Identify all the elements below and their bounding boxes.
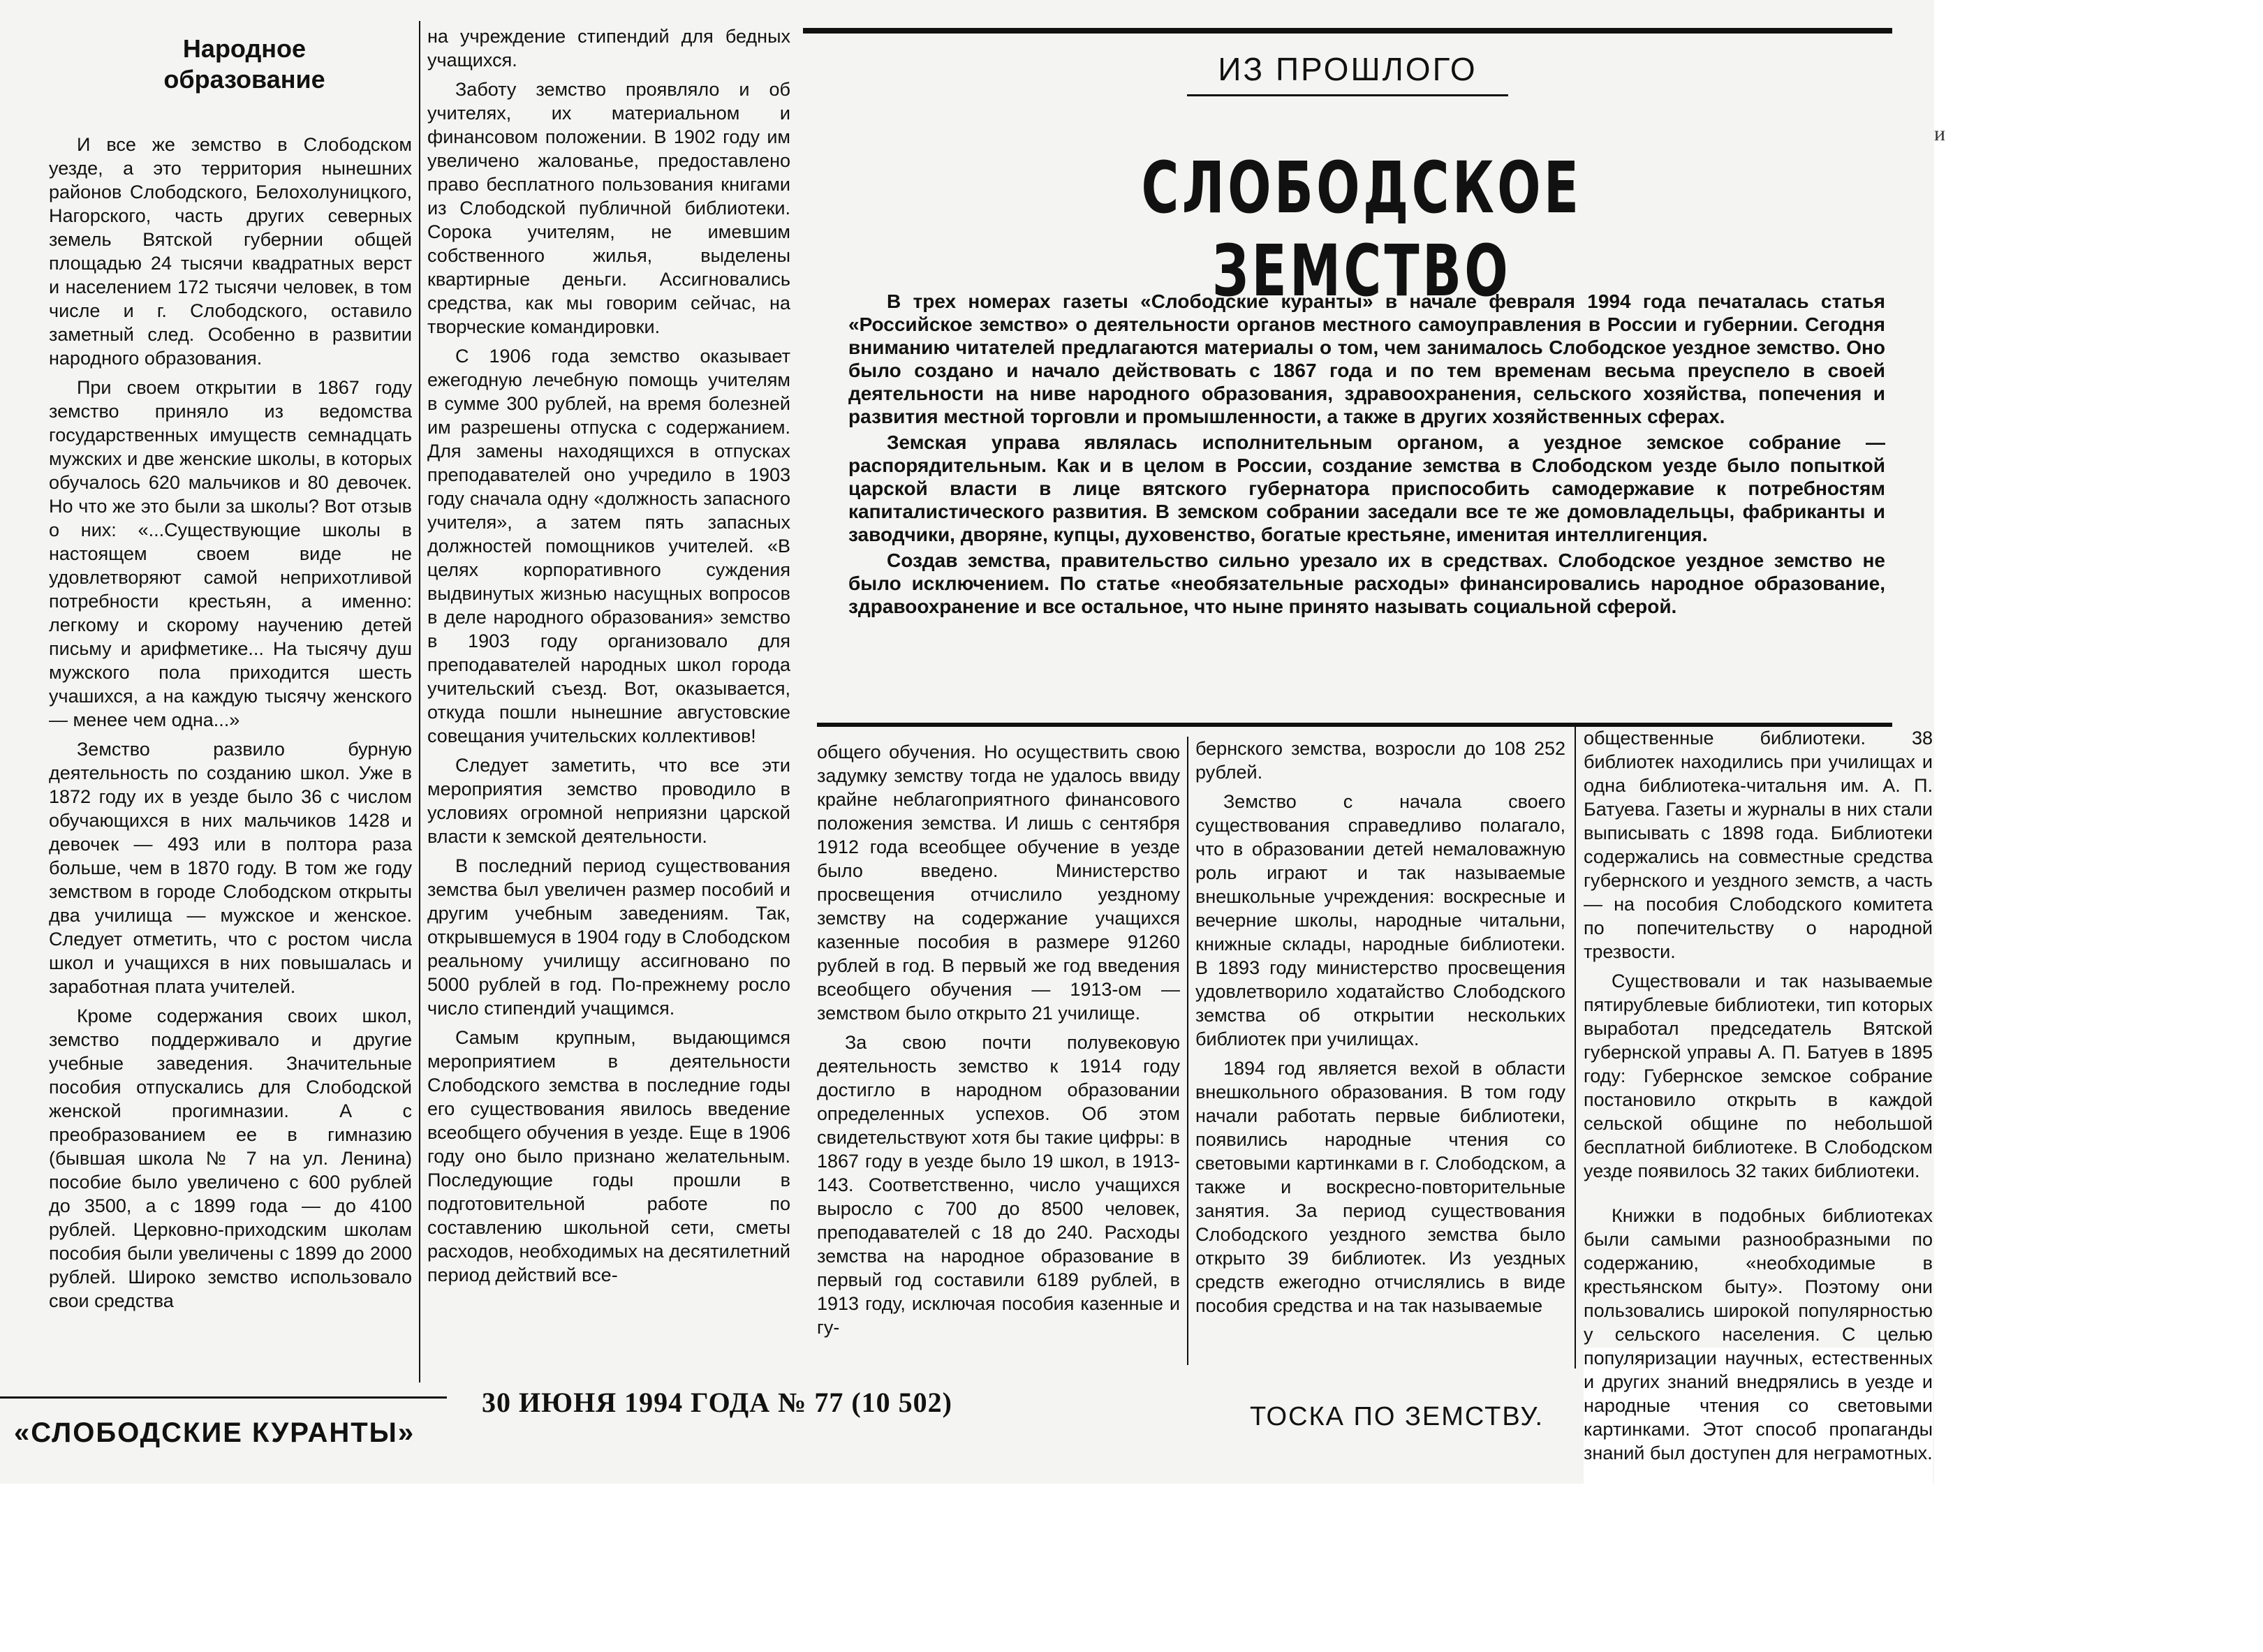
margin-mark: и <box>1934 122 1946 145</box>
article-column-4 <box>1195 737 1565 1365</box>
newspaper-name: «СЛОБОДСКИЕ КУРАНТЫ» <box>14 1417 415 1448</box>
paragraph: В последний период существования земства был увеличен размер пособий и другим учебным заведениям. Так, открывшемуся в 1904 году в Слободском реальному училищу ассигновано по 5000 рублей в год. По-прежнему росло число стипендий учащимся. <box>427 855 790 1019</box>
paragraph: Заботу земство проявляло и об учителях, их материальном и финансовом положении. В 1902 году им увеличено жалованье, предоставлено право бесплатного пользования книгами из Слободской публичной библиотеки. Сорока учителям, не имевшим собственного жилья, выделены квартирные деньги. Ассигновались средства, как мы говорим сейчас, на творческие командировки. <box>427 79 790 337</box>
article-column-3 <box>817 740 1180 1369</box>
paragraph: общего обучения. Но осуществить свою задумку земству тогда не удалось ввиду крайне неблагоприятного финансового положения земства. И лишь с сентября 1912 года всеобщее обучение в уезде было введено. Министерство просвещения отчислило уездному земству на содержание учащихся казенные пособия в размере 91260 рублей в год. В первый же год введения всеобщего обучения — 1913-ом — земством было открыто 21 училище. <box>817 742 1180 1024</box>
paragraph: При своем открытии в 1867 году земство приняло из ведомства государственных имуществ семнадцать мужских и две женские школы, в которых обучалось 620 мальчиков и 80 девочек. Но что же это были за школы? Вот отзыв о них: «...Существующие школы в настоящем своем виде не удовлетворяют самой неприхотливой потребности крестьян, а именно: легкому и скорому научению детей письму и арифметике... На тысячу душ мужского пола приходится шесть учашихся, а на каждую тысячу женского — менее чем одна...» <box>49 377 412 730</box>
paragraph: Кроме содержания своих школ, земство поддерживало и другие учебные заведения. Значительные пособия отпускались для Слободской женской прогимназии. А с преобразованием ее в гимназию (бывшая школа № 7 на ул. Ленина) пособие было увеличено с 600 рублей до 3500, а с 1899 года — до 4100 рублей. Церковно-приходским школам пособия были увеличены с 1899 до 2000 рублей. Широко земство использовало свои средства <box>49 1005 412 1311</box>
column-divider <box>1187 737 1188 1365</box>
paragraph: Самым крупным, выдающимся мероприятием в деятельности Слободского земства в последние годы его существования явилось введение всеобщего обучения в уезде. Еще в 1906 году оно было признано желательным. Последующие годы прошли в подготовительной работе по составлению школьной сети, сметы расходов, необходимых на десятилетний период действий все- <box>427 1027 790 1285</box>
paragraph: С 1906 года земство оказывает ежегодную лечебную помощь учителям в сумме 300 рублей, на время болезней им разрешены отпуска с содержанием. Для замены находящихся в отпусках преподавателей оно учредило в 1903 году сначала одну «должность запасного учителя», а затем пять запасных должностей помощников учителей. «В целях корпоративного суждения выдвинутых жизнью насущных вопросов в деле народного образования» земство в 1903 году организовало для преподавателей народных школ города учительский съезд. Вот, оказывается, откуда пошли нынешние августовские совещания учительских коллективов! <box>427 346 790 746</box>
article-column-1 <box>49 133 412 1389</box>
kicker-underline <box>1187 94 1508 96</box>
footer-rule <box>0 1396 447 1399</box>
headline: СЛОБОДСКОЕ ЗЕМСТВО <box>1141 147 1582 313</box>
paragraph: общественные библиотеки. 38 библиотек находились при училищах и одна библиотека-читальня им. А. П. Батуева. Газеты и журналы в них стали выписывать с 1898 года. Библиотеки содержались на совместные средства губернского и уездного земств, а часть — на пособия Слободского комитета по попечительству о народной трезвости. <box>1584 728 1933 962</box>
column-divider <box>419 21 420 1382</box>
column-divider <box>1575 726 1576 1369</box>
paragraph: 1894 год является вехой в области внешкольного образования. В том году начали работать первые библиотеки, появились народные чтения со световыми картинками в г. Слободском, а также и воскресно-повторительные занятия. За период существования Слободского уездного земства было открыто 39 библиотек. Из уездных средств ежегодно отчислялись в виде пособия средства и на так называемые <box>1195 1058 1565 1316</box>
article-column-2 <box>427 24 790 1386</box>
kicker: ИЗ ПРОШЛОГО <box>1218 51 1477 87</box>
header-top-rule <box>803 28 1892 34</box>
section-subhead: Народное образование <box>163 34 325 94</box>
paragraph: За свою почти полувековую деятельность земство к 1914 году достигло в народном образовании определенных успехов. Об этом свидетельствуют хотя бы такие цифры: в 1867 году в уезде было 19 школ, в 1913-143. Соответственно, число учащихся выросло с 700 до 8500 человек, преподавателей с 18 до 240. Расходы земства на народное образование в первый год составили 6189 рублей, в 1913 году, исключая пособия казенные и гу- <box>817 1032 1180 1338</box>
paragraph: И все же земство в Слободском уезде, а это территория нынешних районов Слободского, Белохолуницкого, Нагорского, часть других северных земель Вятской губернии общей площадью 24 тысячи квадратных верст и населением 172 тысячи человек, в том числе и г. Слободского, оставило заметный след. Особенно в развитии народного образования. <box>49 134 412 369</box>
author-signature: ТОСКА ПО ЗЕМСТВУ. <box>1250 1402 1545 1431</box>
paragraph: Земство с начала своего существования справедливо полагало, что в образовании детей немаловажную роль играют и так называемые внешкольные учреждения: воскресные и вечерние школы, народные читальни, книжные склады, народные библиотеки. В 1893 году министерство просвещения удовлетворило ходатайство Слободского земства об открытии нескольких библиотек при училищах. <box>1195 791 1565 1049</box>
article-column-5 <box>1584 726 1933 1557</box>
lead-paragraphs <box>848 290 1885 621</box>
issue-date: 30 ИЮНЯ 1994 ГОДА № 77 (10 502) <box>482 1387 952 1418</box>
paragraph: на учреждение стипендий для бедных учащихся. <box>427 26 790 71</box>
lead-paragraph: Создав земства, правительство сильно урезало их в средствах. Слободское уездное земство не было исключением. По статье «необязательные расходы» финансировались народное образование, здравоохранение и все остальное, что ныне принято называть социальной сферой. <box>848 550 1885 617</box>
lead-paragraph: В трех номерах газеты «Слободские куранты» в начале февраля 1994 года печаталась статья «Российское земство» о деятельности органов местного самоуправления в России и губернии. Сегодня вниманию читателей предлагаются материалы о том, чем занималось Слободское уездное земство. Оно было создано и начало действовать с 1867 года и по тем временам весьма преуспело в своей деятельности на ниве народного образования, здравоохранения, сельского хозяйства, попечения и развития местной торговли и промышленности, а также в других хозяйственных сферах. <box>848 290 1885 427</box>
paragraph: Существовали и так называемые пятирублевые библиотеки, тип которых выработал председатель Вятской губернской управы А. П. Батуев в 1895 году: Губернское земское собрание постановило открыть в каждой сельской общине по небольшой бесплатной библиотеке. В Слободском уезде появилось 32 таких библиотеки. <box>1584 971 1933 1181</box>
paragraph: Земство развило бурную деятельность по созданию школ. Уже в 1872 году их в уезде было 36 с числом обучающихся в них мальчиков 1428 и девочек — 493 или в полтора раза больше, чем в 1870 году. В том же году земством в городе Слободском открыты два училища — мужское и женское. Следует отметить, что с ростом числа школ и учащихся в них повышалась и заработная плата учителей. <box>49 739 412 997</box>
paragraph: Следует заметить, что все эти мероприятия земство проводило в условиях огромной неприязни царской власти к земской деятельности. <box>427 755 790 847</box>
paragraph: бернского земства, возросли до 108 252 рублей. <box>1195 738 1565 783</box>
lead-paragraph: Земская управа являлась исполнительным органом, а уездное земское собрание — распорядительным. Как и в целом в России, создание земства в Слободском уезде было попыткой царской власти в лице вятского губернатора приспособить самодержавие к потребностям капиталистического развития. В земском собрании заседали все те же домовладельцы, фабриканты и заводчики, дворяне, купцы, духовенство, богатые крестьяне, именитая интеллигенция. <box>848 432 1885 545</box>
paragraph: Книжки в подобных библиотеках были самыми разнообразными по содержанию, «необходимые в крестьянском быту». Поэтому они пользовались широкой популярностью у сельского населения. С целью популяризации научных, естественных и других знаний внедрялись в уезде и народные чтения со световыми картинками. Этот способ пропаганды знаний был доступен для неграмотных. <box>1584 1205 1933 1463</box>
